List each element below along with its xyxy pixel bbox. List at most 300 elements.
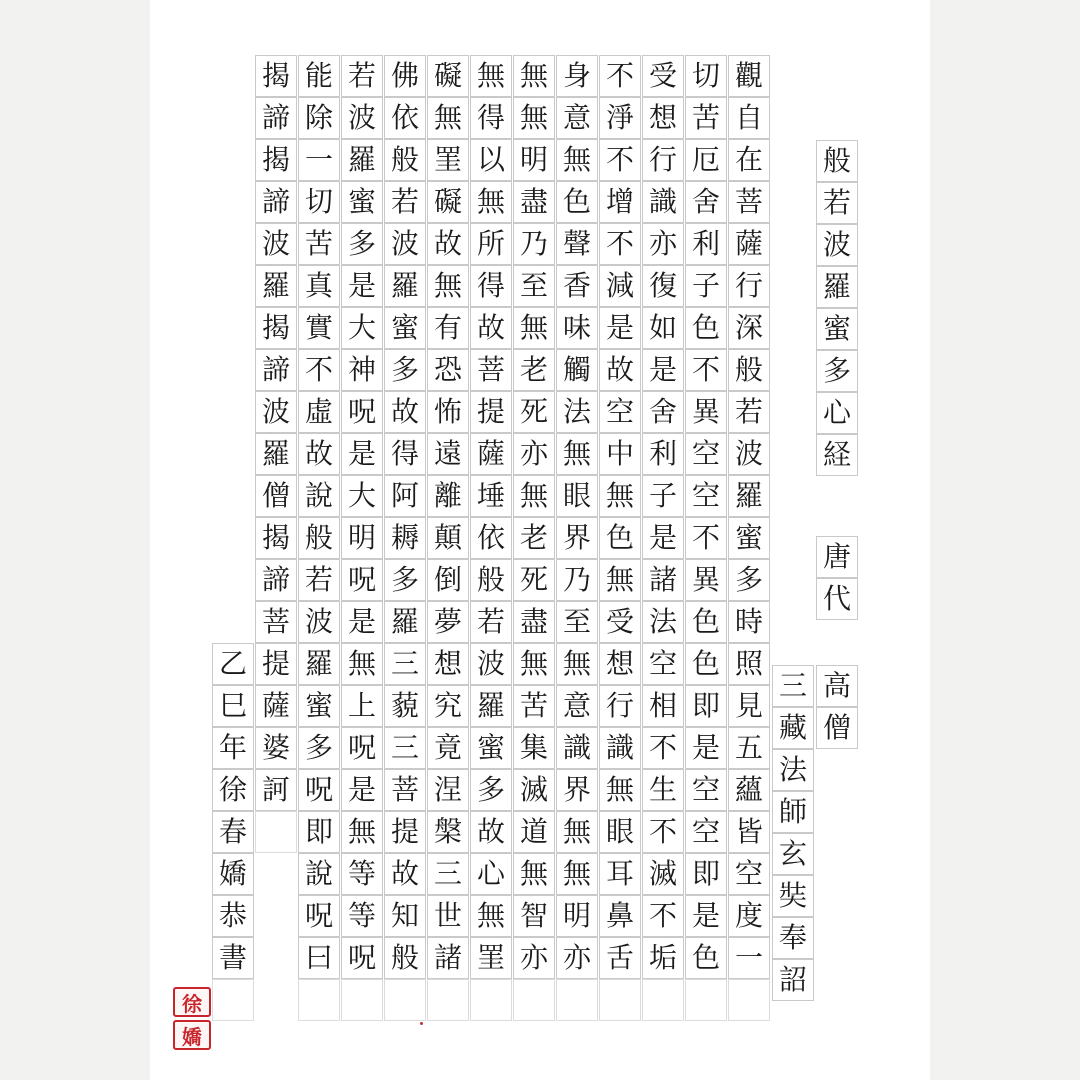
character-cell: 度 [728,895,770,937]
character-cell: 埵 [470,475,512,517]
character-cell: 波 [255,391,297,433]
character-cell: 無 [556,433,598,475]
character-cell: 故 [599,349,641,391]
character-cell: 苦 [513,685,555,727]
character-cell: 空 [642,643,684,685]
character-cell: 三 [427,853,469,895]
character-cell: 玄 [772,833,814,875]
character-cell: 乃 [556,559,598,601]
character-cell: 皆 [728,811,770,853]
character-cell: 菩 [255,601,297,643]
character-cell: 恐 [427,349,469,391]
character-cell: 無 [556,811,598,853]
text-column-10 [341,55,383,1021]
character-cell: 呪 [341,937,383,979]
character-cell: 色 [685,643,727,685]
text-column-1 [728,55,770,1021]
character-cell: 波 [298,601,340,643]
character-cell: 般 [728,349,770,391]
character-cell: 無 [513,643,555,685]
character-cell: 僧 [255,475,297,517]
character-cell: 三 [772,665,814,707]
character-cell: 智 [513,895,555,937]
character-cell: 老 [513,349,555,391]
character-cell: 說 [298,475,340,517]
character-cell: 依 [470,517,512,559]
character-cell: 唐 [816,536,858,578]
character-cell: 死 [513,391,555,433]
character-cell: 佛 [384,55,426,97]
character-cell: 故 [384,391,426,433]
character-cell: 道 [513,811,555,853]
character-cell: 知 [384,895,426,937]
character-cell: 無 [513,307,555,349]
character-cell: 故 [470,307,512,349]
empty-cell [513,979,555,1021]
character-cell: 是 [341,769,383,811]
character-cell: 薩 [470,433,512,475]
character-cell: 鼻 [599,895,641,937]
character-cell: 夢 [427,601,469,643]
character-cell: 蜜 [384,307,426,349]
character-cell: 顛 [427,517,469,559]
character-cell: 色 [599,517,641,559]
character-cell: 多 [384,559,426,601]
character-cell: 離 [427,475,469,517]
character-cell: 諦 [255,559,297,601]
character-cell: 舍 [685,181,727,223]
character-cell: 阿 [384,475,426,517]
character-cell: 即 [685,853,727,895]
character-cell: 如 [642,307,684,349]
empty-cell [212,979,254,1021]
empty-cell [685,979,727,1021]
character-cell: 身 [556,55,598,97]
text-column-5 [556,55,598,1021]
character-cell: 聲 [556,223,598,265]
text-column-13 [212,643,254,1021]
character-cell: 嬌 [212,853,254,895]
character-cell: 苦 [298,223,340,265]
character-cell: 羅 [255,265,297,307]
character-cell: 蜜 [341,181,383,223]
character-cell: 一 [728,937,770,979]
character-cell: 曰 [298,937,340,979]
character-cell: 時 [728,601,770,643]
character-cell: 深 [728,307,770,349]
character-cell: 受 [599,601,641,643]
character-cell: 不 [298,349,340,391]
character-cell: 羅 [255,433,297,475]
character-cell: 空 [685,433,727,475]
character-cell: 識 [642,181,684,223]
character-cell: 槃 [427,811,469,853]
character-cell: 色 [685,601,727,643]
character-cell: 子 [642,475,684,517]
character-cell: 波 [816,224,858,266]
character-cell: 至 [513,265,555,307]
character-cell: 藏 [772,707,814,749]
character-cell: 心 [816,392,858,434]
character-cell: 法 [556,391,598,433]
character-cell: 上 [341,685,383,727]
text-column-12 [255,55,297,853]
character-cell: 說 [298,853,340,895]
character-cell: 在 [728,139,770,181]
character-cell: 竟 [427,727,469,769]
character-cell: 奉 [772,917,814,959]
character-cell: 無 [599,559,641,601]
character-cell: 詔 [772,959,814,1001]
empty-cell [298,979,340,1021]
character-cell: 蘊 [728,769,770,811]
character-cell: 中 [599,433,641,475]
translator-column [772,665,814,1001]
character-cell: 色 [685,307,727,349]
character-cell: 依 [384,97,426,139]
character-cell: 羅 [470,685,512,727]
character-cell: 利 [685,223,727,265]
character-cell: 怖 [427,391,469,433]
character-cell: 揭 [255,55,297,97]
character-cell: 若 [470,601,512,643]
character-cell: 是 [599,307,641,349]
character-cell: 呪 [298,895,340,937]
character-cell: 舌 [599,937,641,979]
character-cell: 以 [470,139,512,181]
character-cell: 提 [470,391,512,433]
character-cell: 亦 [556,937,598,979]
title-column [816,140,858,476]
empty-cell [728,979,770,1021]
character-cell: 有 [427,307,469,349]
character-cell: 無 [556,853,598,895]
character-cell: 死 [513,559,555,601]
character-cell: 得 [470,97,512,139]
character-cell: 代 [816,578,858,620]
empty-cell [599,979,641,1021]
character-cell: 除 [298,97,340,139]
character-cell: 厄 [685,139,727,181]
character-cell: 明 [556,895,598,937]
character-cell: 般 [470,559,512,601]
character-cell: 蜜 [470,727,512,769]
text-column-3 [642,55,684,1021]
character-cell: 子 [685,265,727,307]
seal-top: 徐 [173,987,211,1017]
text-column-6 [513,55,555,1021]
character-cell: 提 [384,811,426,853]
text-column-2 [685,55,727,1021]
empty-cell [384,979,426,1021]
character-cell: 諦 [255,181,297,223]
character-cell: 三 [384,727,426,769]
character-cell: 眼 [556,475,598,517]
character-cell: 是 [642,517,684,559]
character-cell: 想 [599,643,641,685]
character-cell: 奘 [772,875,814,917]
character-cell: 経 [816,434,858,476]
character-cell: 不 [599,55,641,97]
character-cell: 羅 [298,643,340,685]
character-cell: 異 [685,391,727,433]
character-cell: 訶 [255,769,297,811]
character-cell: 般 [816,140,858,182]
character-cell: 故 [384,853,426,895]
character-cell: 揭 [255,517,297,559]
character-cell: 見 [728,685,770,727]
character-cell: 年 [212,727,254,769]
character-cell: 世 [427,895,469,937]
character-cell: 自 [728,97,770,139]
character-cell: 無 [427,265,469,307]
character-cell: 倒 [427,559,469,601]
character-cell: 行 [599,685,641,727]
character-cell: 不 [642,811,684,853]
character-cell: 無 [556,643,598,685]
character-cell: 故 [427,223,469,265]
character-cell: 不 [685,517,727,559]
character-cell: 行 [642,139,684,181]
character-cell: 想 [427,643,469,685]
character-cell: 即 [298,811,340,853]
character-cell: 無 [513,97,555,139]
character-cell: 多 [384,349,426,391]
character-cell: 即 [685,685,727,727]
character-cell: 波 [728,433,770,475]
character-cell: 一 [298,139,340,181]
character-cell: 實 [298,307,340,349]
character-cell: 無 [513,475,555,517]
character-cell: 集 [513,727,555,769]
character-cell: 究 [427,685,469,727]
empty-cell [341,979,383,1021]
character-cell: 波 [470,643,512,685]
character-cell: 諦 [255,97,297,139]
character-cell: 呪 [341,559,383,601]
character-cell: 不 [599,223,641,265]
character-cell: 復 [642,265,684,307]
character-cell: 羅 [728,475,770,517]
character-cell: 盡 [513,181,555,223]
character-cell: 羅 [816,266,858,308]
character-cell: 神 [341,349,383,391]
character-cell: 得 [470,265,512,307]
character-cell: 婆 [255,727,297,769]
monk-label-column [816,665,858,749]
character-cell: 般 [384,139,426,181]
character-cell: 耳 [599,853,641,895]
character-cell: 明 [341,517,383,559]
character-cell: 等 [341,853,383,895]
character-cell: 老 [513,517,555,559]
character-cell: 是 [341,601,383,643]
character-cell: 相 [642,685,684,727]
character-cell: 味 [556,307,598,349]
character-cell: 空 [685,811,727,853]
character-cell: 心 [470,853,512,895]
character-cell: 想 [642,97,684,139]
character-cell: 明 [513,139,555,181]
character-cell: 無 [599,475,641,517]
character-cell: 五 [728,727,770,769]
text-column-8 [427,55,469,1021]
character-cell: 盡 [513,601,555,643]
character-cell: 諸 [642,559,684,601]
character-cell: 大 [341,307,383,349]
character-cell: 若 [728,391,770,433]
character-cell: 呪 [341,727,383,769]
character-cell: 般 [384,937,426,979]
character-cell: 揭 [255,307,297,349]
character-cell: 罣 [427,139,469,181]
character-cell: 多 [298,727,340,769]
character-cell: 無 [599,769,641,811]
character-cell: 僧 [816,707,858,749]
character-cell: 利 [642,433,684,475]
character-cell: 波 [255,223,297,265]
character-cell: 不 [685,349,727,391]
character-cell: 薩 [255,685,297,727]
character-cell: 春 [212,811,254,853]
character-cell: 識 [599,727,641,769]
character-cell: 無 [513,55,555,97]
character-cell: 香 [556,265,598,307]
character-cell: 亦 [642,223,684,265]
character-cell: 羅 [341,139,383,181]
character-cell: 諸 [427,937,469,979]
seal-bottom: 嬌 [173,1020,211,1050]
character-cell: 菩 [384,769,426,811]
character-cell: 無 [341,643,383,685]
character-cell: 蜜 [816,308,858,350]
character-cell: 觸 [556,349,598,391]
character-cell: 涅 [427,769,469,811]
character-cell: 無 [513,853,555,895]
character-cell: 呪 [298,769,340,811]
character-cell: 不 [642,895,684,937]
dynasty-column [816,536,858,620]
character-cell: 苦 [685,97,727,139]
character-cell: 蜜 [298,685,340,727]
character-cell: 波 [384,223,426,265]
character-cell: 是 [685,895,727,937]
character-cell: 得 [384,433,426,475]
character-cell: 空 [685,475,727,517]
character-cell: 意 [556,97,598,139]
character-cell: 菩 [470,349,512,391]
character-cell: 所 [470,223,512,265]
character-cell: 真 [298,265,340,307]
text-column-4 [599,55,641,1021]
character-cell: 若 [341,55,383,97]
character-cell: 呪 [341,391,383,433]
character-cell: 切 [298,181,340,223]
character-cell: 是 [642,349,684,391]
character-cell: 多 [728,559,770,601]
empty-cell [470,979,512,1021]
character-cell: 若 [384,181,426,223]
character-cell: 羅 [384,265,426,307]
character-cell: 藐 [384,685,426,727]
character-cell: 罣 [470,937,512,979]
character-cell: 滅 [642,853,684,895]
character-cell: 多 [470,769,512,811]
character-cell: 等 [341,895,383,937]
character-cell: 無 [470,55,512,97]
character-cell: 界 [556,769,598,811]
character-cell: 亦 [513,937,555,979]
character-cell: 薩 [728,223,770,265]
character-cell: 提 [255,643,297,685]
character-cell: 恭 [212,895,254,937]
character-cell: 菩 [728,181,770,223]
character-cell: 行 [728,265,770,307]
character-cell: 諦 [255,349,297,391]
character-cell: 至 [556,601,598,643]
character-cell: 舍 [642,391,684,433]
character-cell: 亦 [513,433,555,475]
character-cell: 垢 [642,937,684,979]
character-cell: 若 [298,559,340,601]
character-cell: 多 [816,350,858,392]
character-cell: 徐 [212,769,254,811]
character-cell: 照 [728,643,770,685]
ink-dot [420,1022,423,1025]
character-cell: 觀 [728,55,770,97]
character-cell: 是 [341,265,383,307]
empty-cell [255,811,297,853]
character-cell: 增 [599,181,641,223]
character-cell: 大 [341,475,383,517]
empty-cell [556,979,598,1021]
character-cell: 般 [298,517,340,559]
character-cell: 空 [728,853,770,895]
character-cell: 生 [642,769,684,811]
red-seal-stamp [173,987,211,1051]
character-cell: 多 [341,223,383,265]
character-cell: 若 [816,182,858,224]
character-cell: 是 [685,727,727,769]
character-cell: 羅 [384,601,426,643]
character-cell: 滅 [513,769,555,811]
character-cell: 不 [599,139,641,181]
character-cell: 遠 [427,433,469,475]
character-cell: 界 [556,517,598,559]
character-cell: 巳 [212,685,254,727]
character-cell: 無 [470,895,512,937]
character-cell: 色 [556,181,598,223]
character-cell: 耨 [384,517,426,559]
character-cell: 礙 [427,55,469,97]
text-column-9 [384,55,426,1021]
character-cell: 減 [599,265,641,307]
character-cell: 師 [772,791,814,833]
text-column-7 [470,55,512,1021]
character-cell: 無 [556,139,598,181]
character-cell: 書 [212,937,254,979]
character-cell: 切 [685,55,727,97]
character-cell: 高 [816,665,858,707]
character-cell: 波 [341,97,383,139]
character-cell: 蜜 [728,517,770,559]
character-cell: 意 [556,685,598,727]
character-cell: 識 [556,727,598,769]
character-cell: 乙 [212,643,254,685]
character-cell: 揭 [255,139,297,181]
character-cell: 故 [470,811,512,853]
empty-cell [427,979,469,1021]
